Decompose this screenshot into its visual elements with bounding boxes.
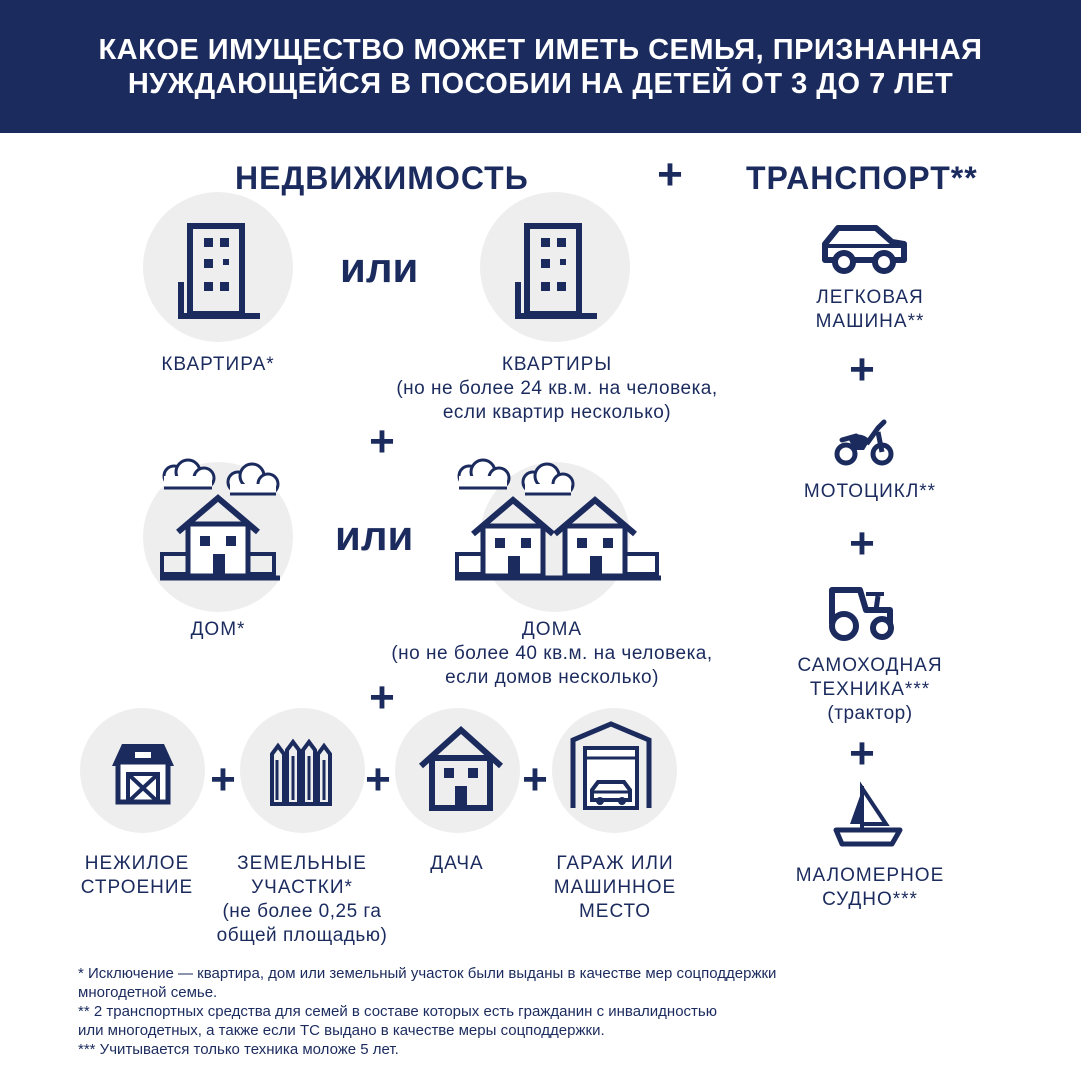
plus-transport-2: + bbox=[849, 519, 875, 568]
or-text-2: или bbox=[335, 512, 414, 559]
footnote-3: *** Учитывается только техника моложе 5 лет. bbox=[78, 1041, 399, 1058]
footnote-1-line1: * Исключение — квартира, дом или земельный участок были выданы в качестве мер соцподдержки bbox=[78, 965, 777, 982]
land-label-line2: УЧАСТКИ* bbox=[251, 877, 353, 898]
plus-realty-1: + bbox=[369, 417, 395, 466]
garage-label-line3: МЕСТО bbox=[578, 901, 652, 922]
nonresidential-label-line2: СТРОЕНИЕ bbox=[80, 877, 194, 898]
houses-label-line2: (но не более 40 кв.м. на человека, bbox=[391, 643, 713, 664]
car-icon bbox=[820, 222, 910, 274]
houses-icon bbox=[455, 462, 661, 587]
land-label-line1: ЗЕМЕЛЬНЫЕ bbox=[237, 853, 367, 874]
apartments-label-line2: (но не более 24 кв.м. на человека, bbox=[396, 378, 718, 399]
tractor-label-line2: ТЕХНИКА*** bbox=[809, 679, 931, 700]
footnote-2-line1: ** 2 транспортных средства для семей в составе которых есть гражданин с инвалидностью bbox=[78, 1003, 717, 1020]
apartments-label bbox=[357, 353, 757, 425]
land-label-line4: общей площадью) bbox=[216, 925, 388, 946]
moto-label: МОТОЦИКЛ** bbox=[803, 481, 937, 502]
plus-transport-3: + bbox=[849, 729, 875, 778]
motorcycle-icon bbox=[834, 418, 894, 466]
boat-icon bbox=[832, 784, 904, 848]
boat-label bbox=[770, 864, 970, 912]
tractor-label bbox=[770, 654, 970, 726]
plus-bottom-1: + bbox=[210, 755, 236, 804]
header-title-line1: КАКОЕ ИМУЩЕСТВО МОЖЕТ ИМЕТЬ СЕМЬЯ, ПРИЗНАННАЯ bbox=[98, 33, 983, 66]
main-plus: + bbox=[657, 150, 683, 199]
boat-label-line1: МАЛОМЕРНОЕ bbox=[795, 865, 945, 886]
garage-label bbox=[530, 852, 700, 924]
apartment-building-icon bbox=[178, 222, 268, 322]
garage-label-line1: ГАРАЖ ИЛИ bbox=[556, 853, 674, 874]
houses-label-line3: если домов несколько) bbox=[445, 667, 659, 688]
barn-icon bbox=[108, 738, 178, 804]
tractor-label-line3: (трактор) bbox=[827, 703, 913, 724]
houses-label bbox=[352, 618, 752, 690]
houses-label-title: ДОМА bbox=[521, 619, 583, 640]
garage-label-line2: МАШИННОЕ bbox=[553, 877, 677, 898]
footnote-1-line2: многодетной семье. bbox=[78, 984, 218, 1001]
garage-icon bbox=[570, 720, 652, 812]
header-title-line2: НУЖДАЮЩЕЙСЯ В ПОСОБИИ НА ДЕТЕЙ ОТ 3 ДО 7 ЛЕТ bbox=[127, 67, 954, 100]
or-text-1: или bbox=[340, 244, 419, 291]
plus-transport-1: + bbox=[849, 345, 875, 394]
footnotes bbox=[78, 964, 1038, 1059]
tractor-label-line1: САМОХОДНАЯ bbox=[797, 655, 943, 676]
land-label-line3: (не более 0,25 га bbox=[222, 901, 382, 922]
land-label bbox=[192, 852, 412, 948]
nonresidential-label-line1: НЕЖИЛОЕ bbox=[84, 853, 190, 874]
boat-label-line2: СУДНО*** bbox=[822, 889, 918, 910]
apartments-label-line3: если квартир несколько) bbox=[442, 402, 672, 423]
car-label-line1: ЛЕГКОВАЯ bbox=[816, 287, 924, 308]
fence-icon bbox=[268, 740, 334, 806]
apartments-building-icon bbox=[515, 222, 605, 322]
tractor-icon bbox=[826, 584, 900, 642]
car-label-line2: МАШИНА** bbox=[815, 311, 925, 332]
house-icon bbox=[160, 462, 280, 587]
nonresidential-label bbox=[62, 852, 212, 900]
car-label bbox=[770, 286, 970, 334]
apartments-label-title: КВАРТИРЫ bbox=[501, 354, 613, 375]
realty-title: НЕДВИЖИМОСТЬ bbox=[235, 160, 529, 196]
apartment-label: КВАРТИРА* bbox=[161, 354, 275, 375]
plus-bottom-3: + bbox=[522, 755, 548, 804]
transport-title: ТРАНСПОРТ** bbox=[746, 160, 978, 196]
plus-bottom-2: + bbox=[365, 755, 391, 804]
header-banner bbox=[0, 0, 1081, 133]
footnote-2-line2: или многодетных, а также если ТС выдано в качестве меры соцподдержки. bbox=[78, 1022, 605, 1039]
dacha-house-icon bbox=[418, 726, 504, 812]
plus-realty-2: + bbox=[369, 673, 395, 722]
house-label: ДОМ* bbox=[190, 619, 246, 640]
dacha-label: ДАЧА bbox=[430, 853, 484, 874]
